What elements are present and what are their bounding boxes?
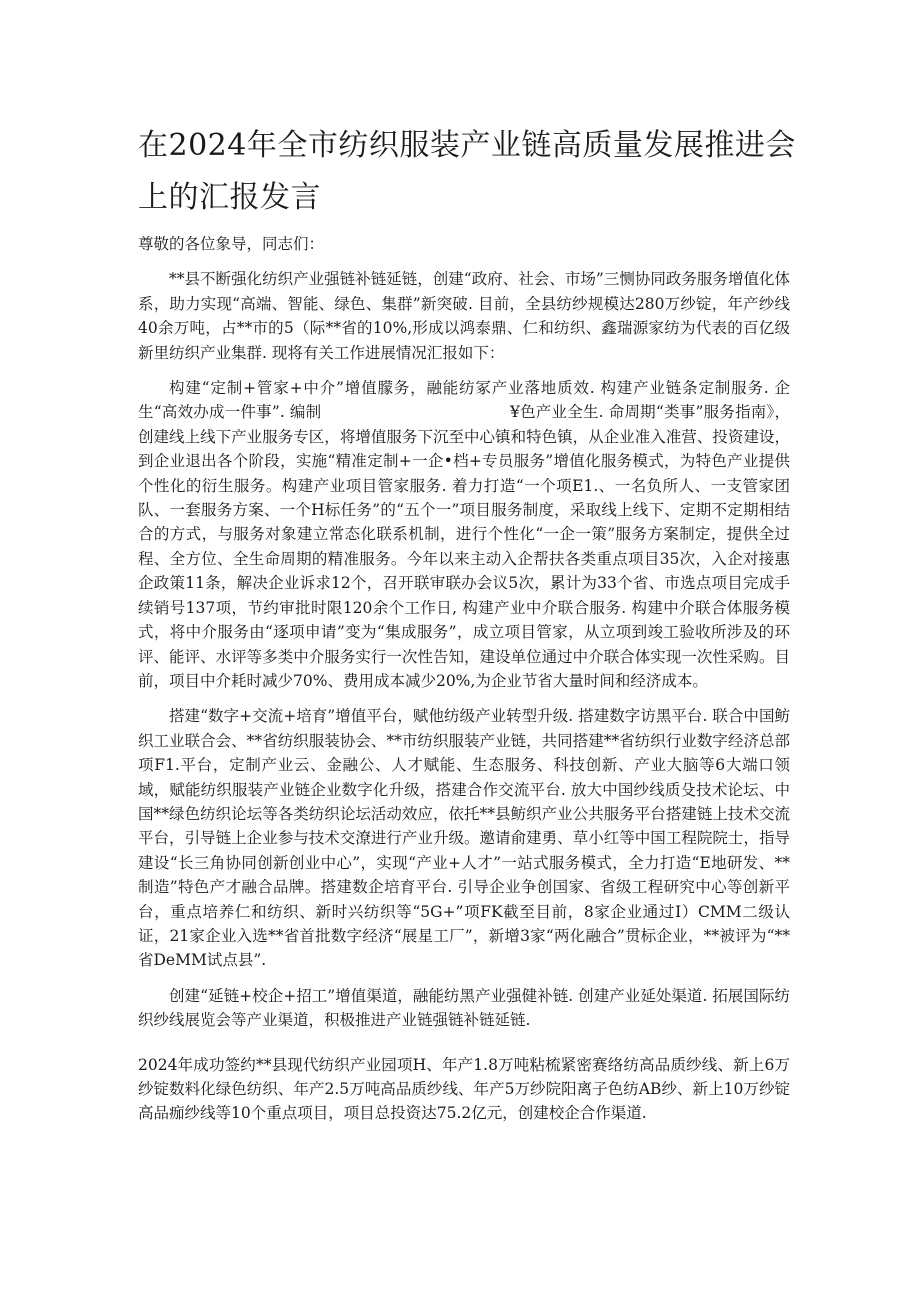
- paragraph-services: 构建“定制+管家+中介”增值朦务，融能纺冢产业落地质效. 构建产业链条定制服务. 企生“高效办成一件事”. 编制 ¥色产业全生. 命周期“类事”服务指南》，创建线上线下产业服务专区，将增值服务下沉至中心镇和特色镇，从企业准入准营、投资建设，到企业退出各个阶段，实施“精准定制+一企•档+专员服务”增值化服务模式，为特色产业提供个性化的衍生服务。构建产业项目管家服务. 着力打造“一个项E1.、一名负所人、一支管家团队、一套服务方案、一个H标任务”的“五个一”项目服务制度，采取线上线下、定期不定期相结合的方式，与服务对象建立常态化联系机制，进行个性化“一企一策”服务方案制定，提供全过程、全方位、全生命周期的精准服务。今年以来主动入企帮扶各类重点项目35次，入企对接惠企政策11条，解决企业诉求12个，召开联审联办会议5次，累计为33个省、市选点项目完成手续销号137项，节约审批时限120余个工作日, 构建产业中介联合服务. 构建中介联合体服务模式，将中介服务由“逐项申请”变为“集成服务”，成立项目管家，从立项到竣工验收所涉及的环评、能评、水评等多类中介服务实行一次性告知，建设单位通过中介联合体实现一次性采购。目前，项目中介耗时减少70%、费用成本减少20%,为企业节省大量时间和经济成本。: [138, 379, 790, 690]
- paragraph-intro: **县不断强化纺织产业强链补链延链，创建“政府、社会、市场”三恻协同政务服务增值化体系，助力实现“高端、智能、绿色、集群”新突破. 目前，全县纺纱规模达280万纱锭，年产纱线40余万吨，占**市的5（际**省的10%,形成以鸿泰鼎、仁和纺织、鑫瑞源家纺为代表的百亿级新里纺织产业集群. 现将有关工作进展情况汇报如下：: [138, 270, 790, 362]
- document-title: 在2024年全市纺织服装产业链高质量发展推进会上的汇报发言: [138, 128, 796, 215]
- document-body: [138, 232, 790, 1126]
- paragraph-channels: 创建“延链+校企+招工”增值渠道，融能纺黑产业强健补链. 创建产业延处渠道. 拓展国际纺织纱线展览会等产业渠道，积极推进产业链强链补链延链.: [138, 986, 790, 1030]
- paragraph-platforms: 搭建“数字+交流+培育”增值平台，赋他纺级产业转型升级. 搭建数字访黑平台. 联合中国鲂织工业联合会、**省纺织服装协会、**市纺织服装产业链，共同搭建**省纺织行业数字经济总部项F1.平台，定制产业云、金融公、人才赋能、生态服务、科技创新、产业大脑等6大端口领域，赋能纺织服装产业链企业数字化升级，搭建合作交流平台. 放大中国纱线质殳技术论坛、中国**绿色纺织论坛等各类纺织论坛活动效应，依托**县鲂织产业公共服务平台搭建链上技术交流平台，引导链上企业参与技术交潦进行产业升级。邀请俞建勇、草小红等中国工程院院士，指导建设“长三角协同创新创业中心”，实现“产业+人才”一站式服务模式，全力打造“E地研发、**制造”特色产才融合品牌。搭建数企培育平台. 引导企业争创国家、省级工程研究中心等创新平台，重点培养仁和纺织、新时兴纺织等“5G+”项FK截至目前，8家企业通过I）CMM二级认证，21家企业入选**省首批数字经济“展星工厂”，新增3家“两化融合”贯标企业，**被评为“**省DeMM试点县”.: [138, 707, 790, 970]
- paragraph-projects: 2024年成功签约**县现代纺织产业园项H、年产1.8万吨粘梳紧密赛络纺高品质纱线、新上6万纱锭数料化绿色纺织、年产2.5万吨高品质纱线、年产5万纱院阳离子色纺AB纱、新上10万纱锭高品痂纱线等10个重点项目，项目总投资达75.2亿元，创建校企合作渠道.: [138, 1055, 790, 1123]
- salutation: 尊敬的各位象导，同志们：: [138, 235, 325, 253]
